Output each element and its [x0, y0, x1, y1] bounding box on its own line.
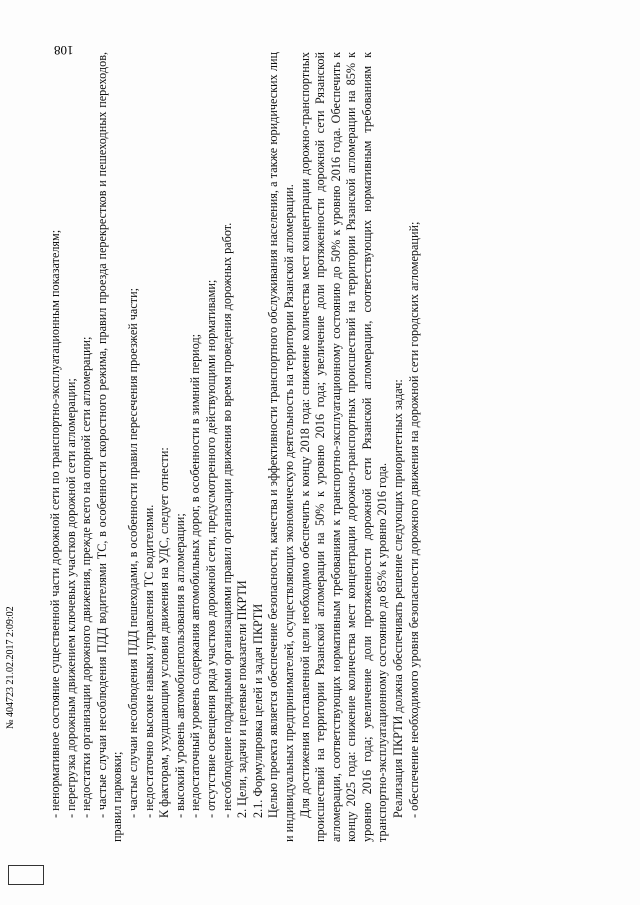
- text-line: - частые случаи несоблюдения ПДД водителями ТС, в особенности скоростного режима, правил проезда перекрестков и пешеходных переходов, правил парковки;: [94, 52, 125, 842]
- text-line: - несоблюдение подрядными организациями правил организации движения во время проведения дорожных работ.: [219, 222, 234, 818]
- text-line: - высокий уровень автомобилепользования в агломерации;: [172, 513, 187, 818]
- paragraph: Для достижения поставленной цели необходимо обеспечить к концу 2018 года: снижение количества мест концентрации дорожно-транспортных происшествий на территории Рязанской агломерации на 50% к уровню 2016 года; увеличение доли протяженности дорожной сети Рязанской агломерации, соответствующих нормативным требованиям к транспортно-эксплуатационному состоянию до 50% к уровню 2016 года. Обеспечить к концу 2025 года: снижение количества мест концентрации дорожно-транспортных происшествий на территории Рязанской агломерации на 85% к уровню 2016 года; увеличение доли протяженности дорожной сети Рязанской агломерации, соответствующих нормативным требованиям к транспортно-эксплуатационному состоянию до 85% к уровню 2016 года.: [297, 52, 390, 842]
- rotated-content: [40, 22, 600, 882]
- text-line: - недостатки организации дорожного движения, прежде всего на опорной сети агломерации;: [79, 336, 94, 818]
- document-id: № 404723 21.02.2017 2:09:02: [5, 606, 16, 729]
- text-line: К факторам, ухудшающим условия движения на УДС, следует отнести:: [157, 447, 172, 818]
- text-line: - обеспечение необходимого уровня безопасности дорожного движения на дорожной сети городских агломераций;: [406, 221, 421, 818]
- text-line: - недостаточно высокие навыки управления ТС водителями.: [141, 504, 156, 818]
- text-line: - ненормативное состояние существенной части дорожной сети по транспортно-эксплуатационным показателям;: [48, 229, 62, 818]
- section-heading: 2. Цели, задачи и целевые показатели ПКРТИ: [235, 580, 250, 818]
- paragraph: Целью проекта является обеспечение безопасности, качества и эффективности транспортного обслуживания населения, а также юридических лиц и индивидуальных предпринимателей, осуществляющих экономическую деятельность на территории Рязанской агломерации.: [266, 52, 296, 842]
- text-line: - частые случаи несоблюдения ПДД пешеходами, в особенности правил пересечения проезжей части;: [125, 288, 140, 818]
- text-line: - недостаточный уровень содержания автомобильных дорог, в особенности в зимний период;: [188, 333, 203, 818]
- stamp-icon: [8, 865, 44, 885]
- paragraph: Реализация ПКРТИ должна обеспечивать решение следующих приоритетных задач:: [391, 379, 406, 818]
- document-body: [48, 52, 422, 842]
- page-number: 108: [54, 43, 74, 58]
- text-line: - отсутствие освещения ряда участков дорожной сети, предусмотренного действующими нормативами;: [203, 279, 218, 818]
- text-line: - перегрузка дорожным движением ключевых участков дорожной сети агломерации;: [63, 378, 78, 818]
- subsection-heading: 2.1. Формулировка целей и задач ПКРТИ: [250, 603, 265, 818]
